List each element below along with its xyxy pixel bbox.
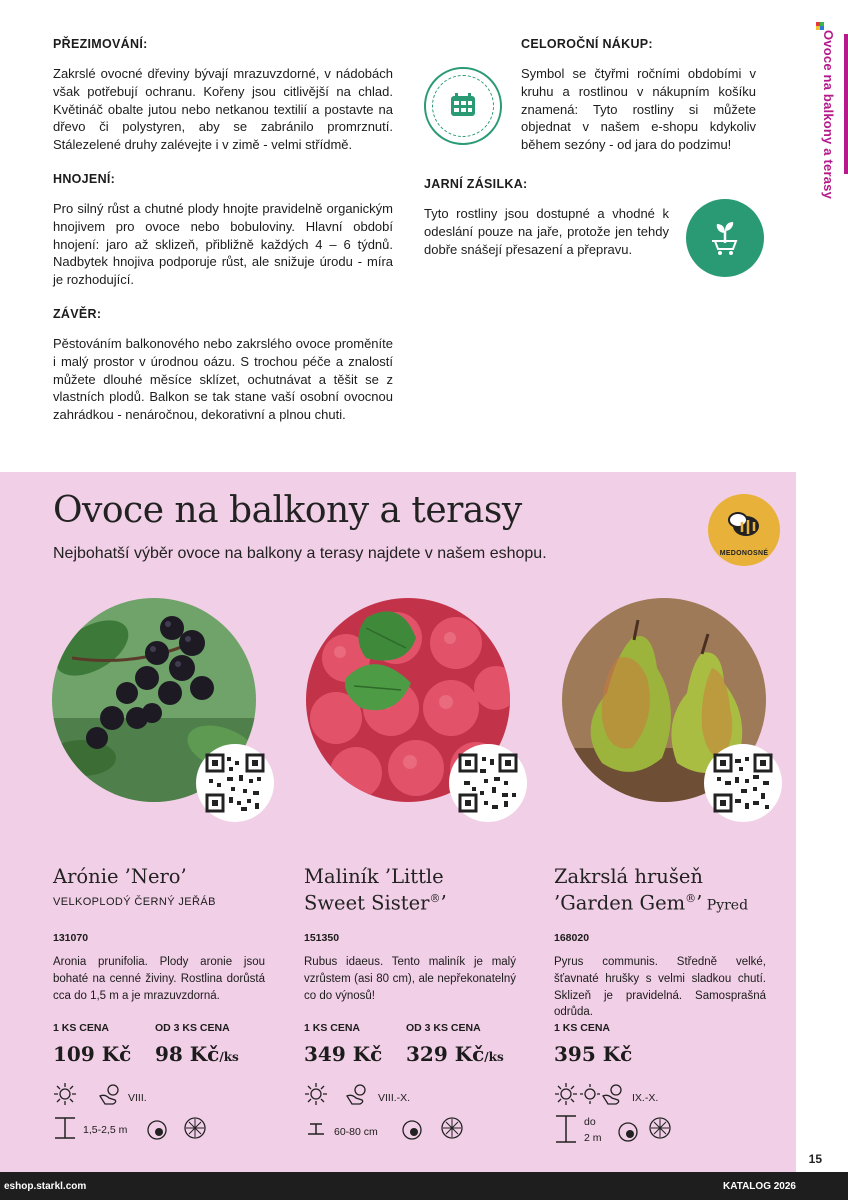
qr-code-icon — [205, 753, 265, 813]
product-name — [554, 866, 786, 917]
price-single: 349 Kč — [304, 1042, 383, 1066]
product-code: 151350 — [304, 932, 340, 944]
price-bulk-value: 98 Kč — [155, 1042, 220, 1066]
product-subtitle: VELKOPLODÝ ČERNÝ JEŘÁB — [53, 896, 216, 908]
corner-color-dots — [816, 22, 824, 30]
price-bulk-value: 329 Kč — [406, 1042, 485, 1066]
honey-badge-label: MEDONOSNÉ — [719, 550, 769, 557]
harvest-months: IX.-X. — [632, 1092, 659, 1104]
height-icon — [53, 1116, 77, 1140]
harvest-months: VIII.-X. — [378, 1092, 411, 1104]
product-name-line2: ’Garden Gem — [554, 891, 686, 915]
section-heading: ZÁVĚR: — [53, 306, 102, 321]
registered-mark: ® — [429, 892, 441, 905]
price-label-bulk: OD 3 KS CENA — [155, 1022, 230, 1034]
price-bulk — [155, 1042, 239, 1066]
footer-catalog-label: KATALOG 2026 — [723, 1181, 796, 1192]
price-label-single: 1 KS CENA — [304, 1022, 361, 1034]
registered-mark: ® — [685, 892, 697, 905]
price-single: 109 Kč — [53, 1042, 132, 1066]
section-body: Pro silný růst a chutné plody hnojte pravidelně organickým hnojivem pro ovoce nebo bobuloviny. Hlavní období hnojení: jaro až sklizeň, přibližně každých 4 – 6 týdnů. Nadbytek hnojiva podporuje růst, ale snižuje úrodu - míra je rozhodující. — [53, 200, 393, 288]
year-round-badge-icon — [424, 67, 502, 145]
plant-height-prefix: do — [584, 1116, 596, 1128]
self-pollinating-icon — [145, 1118, 169, 1142]
qr-code-icon — [713, 753, 773, 813]
section-body: Pěstováním balkonového nebo zakrslého ovoce proměníte i malý prostor v úrodnou oázu. S trochou péče a znalostí můžete dlouhé měsíce sklízet, ochutnávat a těšit se z vlastních plodů. Balkon se tak stane vaší osobní ovocnou zahrádkou - nenáročnou, dekorativní a plnou chuti. — [53, 335, 393, 423]
product-description: Rubus idaeus. Tento maliník je malý vzrůstem (asi 80 cm), ale nepřekonatelný co do výnosů! — [304, 956, 516, 1002]
product-card-pear — [554, 865, 786, 1144]
full-sun-icon — [53, 1082, 77, 1106]
section-overwintering — [53, 37, 393, 154]
side-title: Ovoce na balkony a terasy — [821, 30, 836, 200]
price-label-bulk: OD 3 KS CENA — [406, 1022, 481, 1034]
spring-shipment — [424, 177, 769, 258]
bee-icon — [720, 502, 768, 550]
frost-hardy-icon — [440, 1116, 464, 1140]
footer-bar — [0, 1172, 848, 1200]
price-single: 395 Kč — [554, 1042, 633, 1066]
year-round-purchase — [424, 37, 769, 167]
plant-cart-icon — [700, 213, 750, 263]
qr-code-raspberry[interactable] — [449, 744, 527, 822]
section-heading: PŘEZIMOVÁNÍ: — [53, 37, 148, 51]
product-description: Pyrus communis. Středně velké, šťavnaté hrušky s velmi sladkou chutí. Sklizeň je pravidelná. Samosprašná odrůda. — [554, 956, 766, 1019]
product-section-background — [0, 472, 796, 1172]
plant-height: 60-80 cm — [334, 1126, 378, 1138]
product-name-line1: Maliník ’Little — [304, 865, 444, 888]
qr-code-aronia[interactable] — [196, 744, 274, 822]
product-name-end: ’ — [696, 891, 703, 915]
price-label-single: 1 KS CENA — [53, 1022, 110, 1034]
full-sun-icon — [554, 1082, 578, 1106]
product-name-end: ’ — [440, 891, 447, 915]
section-heading: HNOJENÍ: — [53, 171, 116, 186]
height-icon — [304, 1112, 328, 1136]
calendar-icon — [441, 84, 485, 128]
partial-sun-icon — [578, 1082, 602, 1106]
full-sun-icon — [304, 1082, 328, 1106]
section-heading: JARNÍ ZÁSILKA: — [424, 177, 528, 191]
harvest-hand-icon — [344, 1082, 370, 1108]
section-subtitle: Nejbohatší výběr ovoce na balkony a terasy najdete v našem eshopu. — [53, 545, 547, 562]
plant-height: 1,5-2,5 m — [83, 1124, 128, 1136]
harvest-months: VIII. — [128, 1092, 147, 1104]
price-bulk — [406, 1042, 504, 1066]
side-strip — [796, 0, 848, 1172]
section-heading: CELOROČNÍ NÁKUP: — [521, 37, 653, 51]
height-icon — [554, 1114, 578, 1144]
product-card-raspberry — [304, 865, 536, 1138]
product-name: Arónie ’Nero’ — [53, 865, 187, 888]
product-card-aronia — [53, 865, 285, 1136]
section-fertilizing — [53, 172, 393, 289]
self-pollinating-icon — [400, 1118, 424, 1142]
price-bulk-unit: /ks — [484, 1050, 504, 1064]
product-code: 131070 — [53, 932, 89, 944]
frost-hardy-icon — [648, 1116, 672, 1140]
product-care-icons — [554, 1082, 734, 1152]
left-text-column — [53, 37, 393, 442]
qr-code-icon — [458, 753, 518, 813]
product-description: Aronia prunifolia. Plody aronie jsou bohaté na cenné živiny. Rostlina dorůstá cca do 1,5 m a je mrazuvzdorná. — [53, 956, 265, 1002]
footer-url[interactable]: eshop.starkl.com — [4, 1181, 87, 1192]
section-title: Ovoce na balkony a terasy — [53, 490, 522, 531]
product-care-icons — [304, 1082, 484, 1152]
product-name-line2: Sweet Sister — [304, 891, 430, 915]
section-conclusion — [53, 307, 393, 424]
plant-height: 2 m — [584, 1132, 602, 1144]
price-label-single: 1 KS CENA — [554, 1022, 611, 1034]
honey-plant-badge-icon — [708, 494, 780, 566]
harvest-hand-icon — [97, 1082, 123, 1108]
product-code: 168020 — [554, 932, 590, 944]
right-text-column — [424, 37, 769, 276]
self-pollinating-icon — [616, 1120, 640, 1144]
section-body: Tyto rostliny jsou dostupné a vhodné k odeslání pouze na jaře, protože jen tehdy dobře snášejí přesazení a přepravu. — [424, 206, 669, 257]
qr-code-pear[interactable] — [704, 744, 782, 822]
page-number: 15 — [808, 1152, 822, 1166]
section-body: Zakrslé ovocné dřeviny bývají mrazuvzdorné, v nádobách však potřebují ochranu. Kořeny jsou citlivější na chlad. Květináč obalte jutou nebo netkanou textilií a postavte na dřevo či polystyren, aby se zabránilo promrznutí. Stálezelené druhy zalévejte i v zimě - velmi střídmě. — [53, 66, 393, 153]
side-accent-bar — [844, 34, 848, 174]
section-body: Symbol se čtyřmi ročními obdobími v kruhu a rostlinou v nákupním košíku znamená: Tyto rostliny si můžete objednat v našem e-shopu kdykoliv během sezóny - od jara do podzimu! — [521, 66, 756, 153]
product-name-suffix: Pyred — [702, 897, 749, 914]
harvest-hand-icon — [600, 1082, 626, 1108]
frost-hardy-icon — [183, 1116, 207, 1140]
spring-only-badge-icon — [686, 199, 764, 277]
product-name-line1: Zakrslá hrušeň — [554, 865, 703, 888]
product-care-icons — [53, 1082, 233, 1152]
price-bulk-unit: /ks — [219, 1050, 239, 1064]
product-name — [304, 866, 536, 915]
